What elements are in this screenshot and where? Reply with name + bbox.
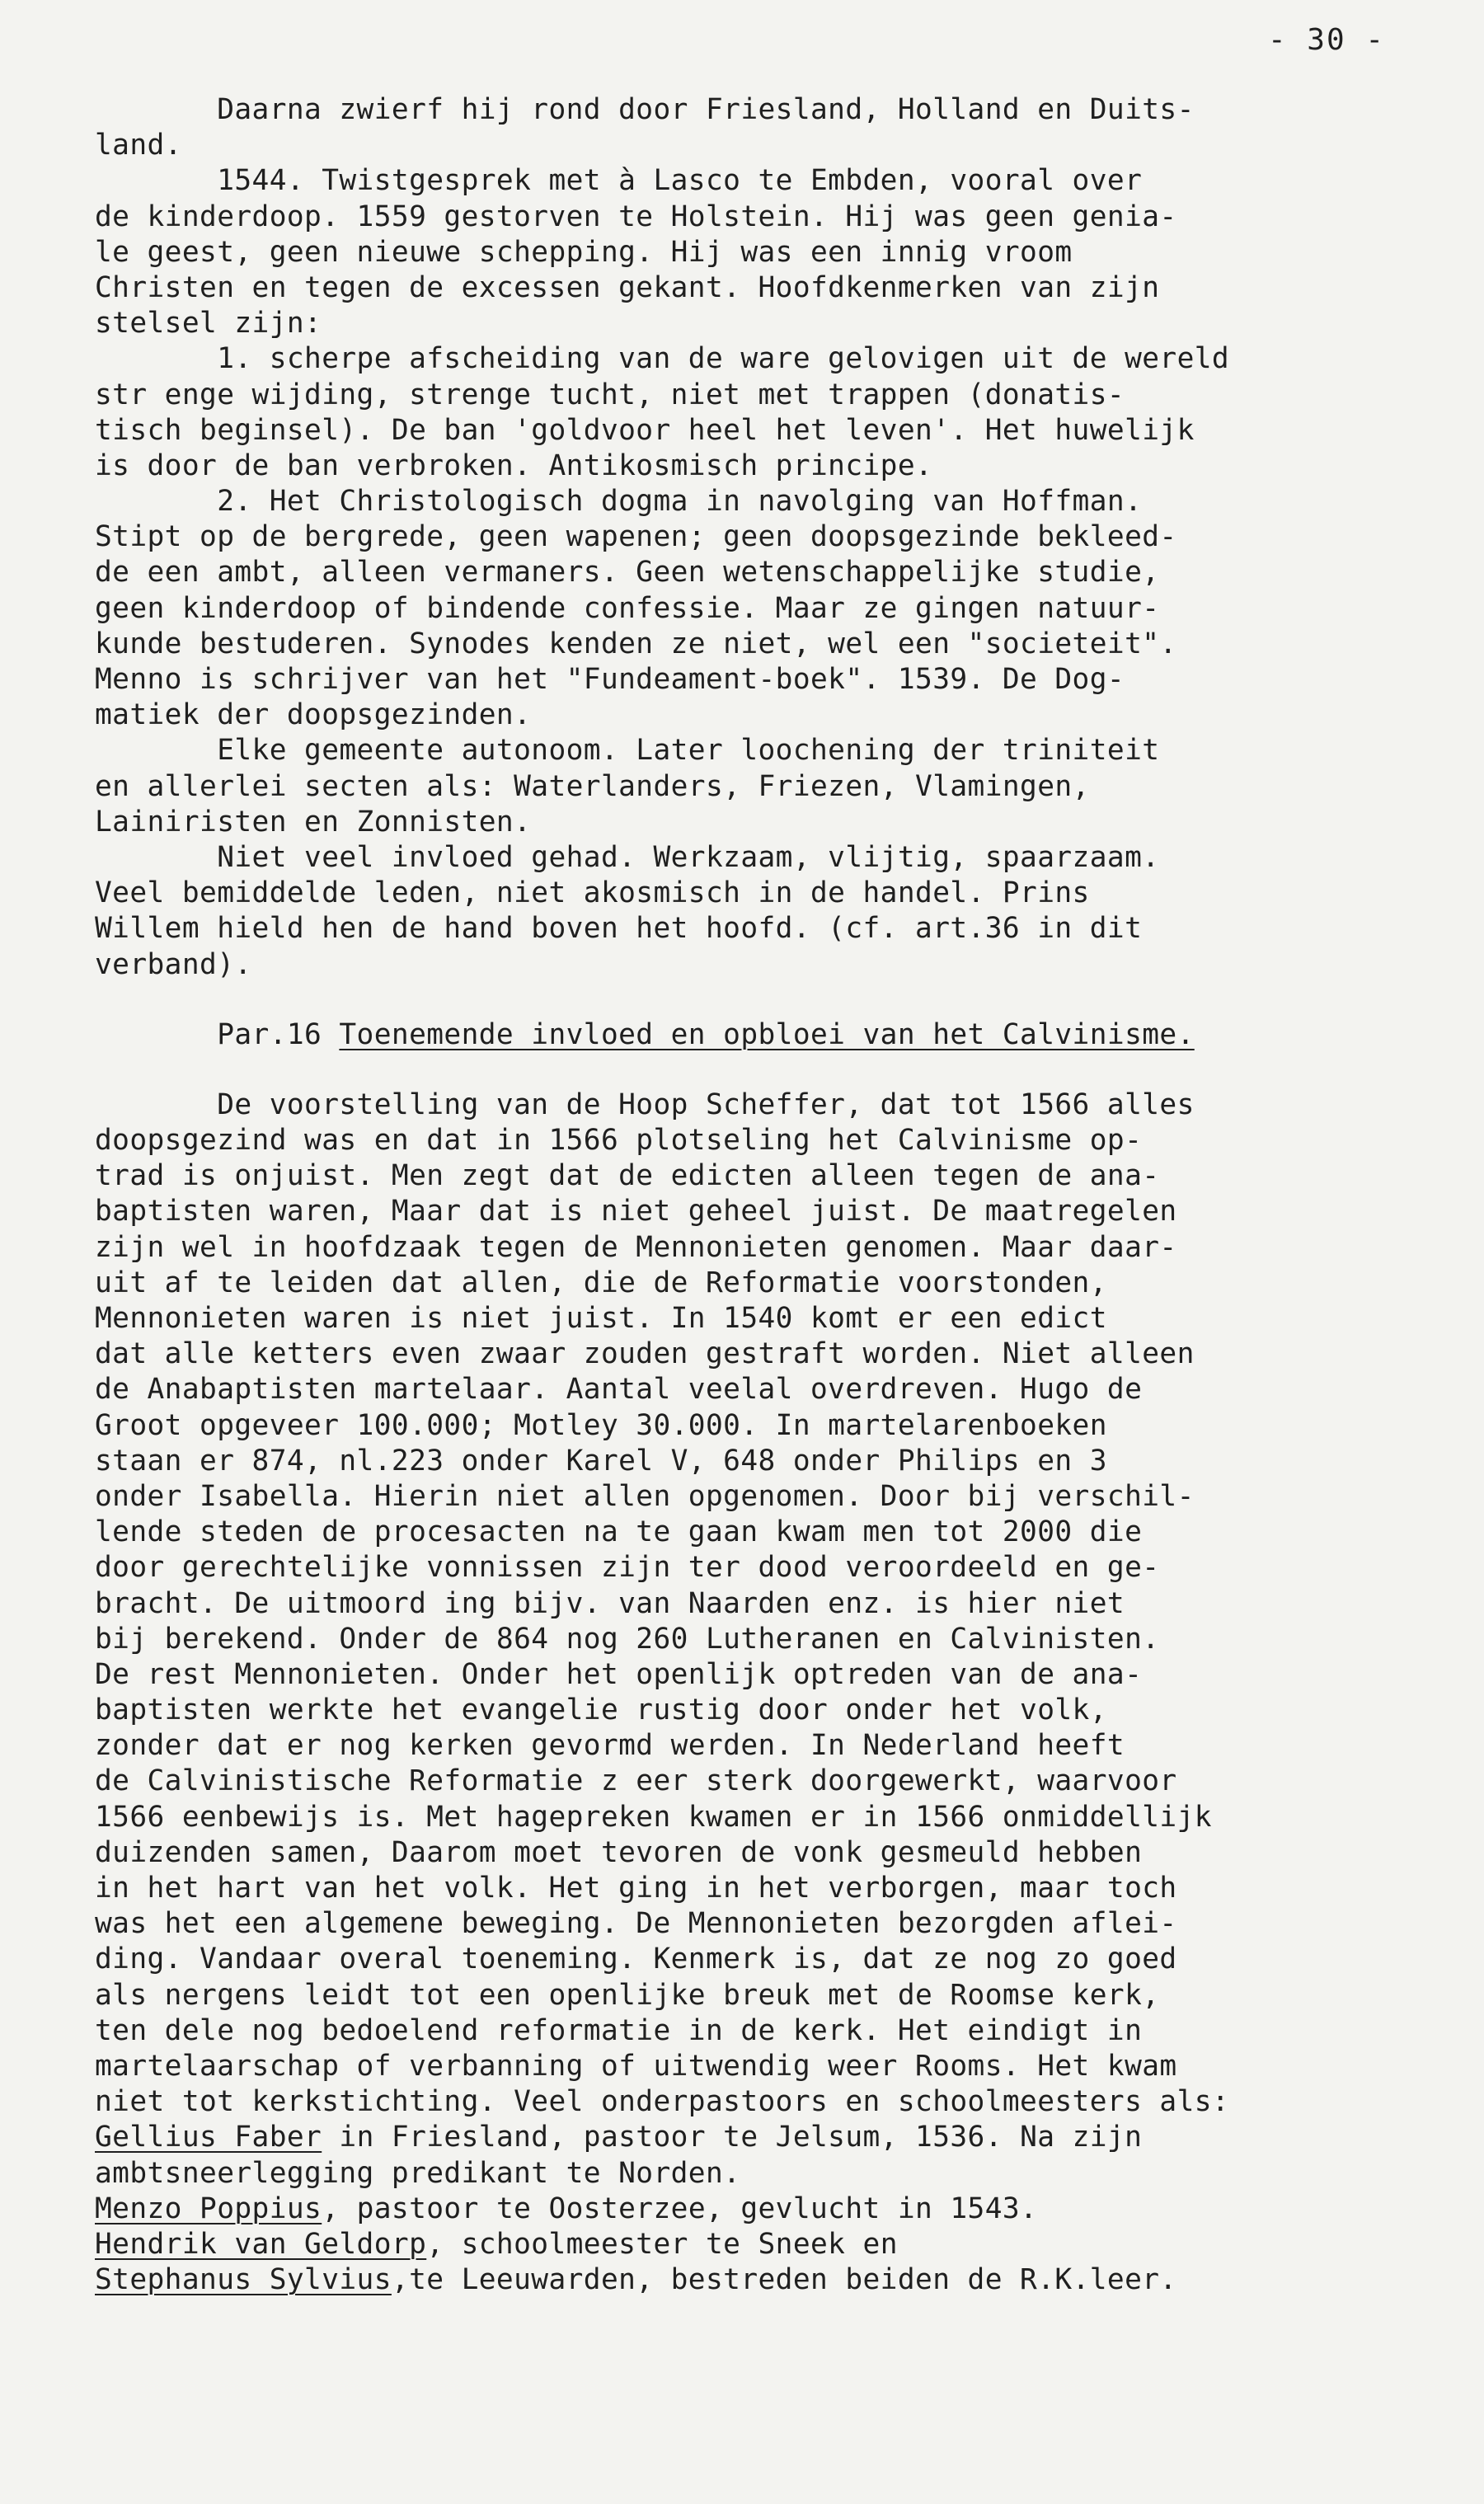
text-line: staan er 874, nl.223 onder Karel V, 648 onder Philips en 3 xyxy=(95,1444,1107,1478)
paragraphs-top xyxy=(95,92,1447,983)
text-line: duizenden samen, Daarom moet tevoren de vonk gesmeuld hebben xyxy=(95,1835,1143,1869)
text-line: Niet veel invloed gehad. Werkzaam, vlijtig, spaarzaam. xyxy=(95,840,1160,874)
text-line: 1. scherpe afscheiding van de ware gelovigen uit de wereld xyxy=(95,342,1230,376)
text-line: lende steden de procesacten na te gaan kwam men tot 2000 die xyxy=(95,1515,1143,1549)
name-gellius-faber: Gellius Faber xyxy=(95,2121,322,2154)
text-line: tisch beginsel). De ban 'goldvoor heel het leven'. Het huwelijk xyxy=(95,413,1195,447)
text-line: De rest Mennonieten. Onder het openlijk optreden van de ana- xyxy=(95,1657,1143,1691)
text-line: zonder dat er nog kerken gevormd werden. In Nederland heeft xyxy=(95,1729,1125,1763)
text-line: geen kinderdoop of bindende confessie. Maar ze gingen natuur- xyxy=(95,591,1160,625)
text-line: door gerechtelijke vonnissen zijn ter dood veroordeeld en ge- xyxy=(95,1551,1160,1585)
text-line: bij berekend. Onder de 864 nog 260 Lutheranen en Calvinisten. xyxy=(95,1622,1160,1656)
page-number: - 30 - xyxy=(1267,23,1385,57)
text-line: was het een algemene beweging. De Mennonieten bezorgden aflei- xyxy=(95,1907,1177,1941)
text-line: de kinderdoop. 1559 gestorven te Holstein. Hij was geen genia- xyxy=(95,200,1177,233)
body-text xyxy=(95,92,1447,2298)
text-line: niet tot kerkstichting. Veel onderpastoors en schoolmeesters als: xyxy=(95,2085,1230,2119)
text-line: Veel bemiddelde leden, niet akosmisch in de handel. Prins xyxy=(95,876,1090,910)
text-line: trad is onjuist. Men zegt dat de edicten alleen tegen de ana- xyxy=(95,1159,1160,1193)
text-line: 2. Het Christologisch dogma in navolging van Hoffman. xyxy=(95,485,1143,519)
text-line: Menno is schrijver van het "Fundeament-boek". 1539. De Dog- xyxy=(95,663,1125,696)
name-stephanus-sylvius: Stephanus Sylvius xyxy=(95,2263,392,2297)
text-line: Lainiristen en Zonnisten. xyxy=(95,805,532,839)
text-line: kunde bestuderen. Synodes kenden ze niet, wel een "societeit". xyxy=(95,627,1177,660)
text-line: de Anabaptisten martelaar. Aantal veelal overdreven. Hugo de xyxy=(95,1373,1143,1407)
section-heading xyxy=(95,1017,1447,1053)
text-line-ambt: ambtsneerlegging predikant te Norden. xyxy=(95,2156,741,2190)
text-line-gellius: Gellius Faber in Friesland, pastoor te Jelsum, 1536. Na zijn xyxy=(95,2121,1143,2154)
text-line: str enge wijding, strenge tucht, niet met trappen (donatis- xyxy=(95,378,1125,411)
text-line: 1544. Twistgesprek met à Lasco te Embden, vooral over xyxy=(95,164,1143,198)
text-line: De voorstelling van de Hoop Scheffer, dat tot 1566 alles xyxy=(95,1088,1195,1121)
text-line: Daarna zwierf hij rond door Friesland, Holland en Duits- xyxy=(95,93,1195,126)
text-line: Mennonieten waren is niet juist. In 1540 komt er een edict xyxy=(95,1302,1107,1335)
text-line: Stipt op de bergrede, geen wapenen; geen doopsgezinde bekleed- xyxy=(95,520,1177,554)
text-line: martelaarschap of verbanning of uitwendig weer Rooms. Het kwam xyxy=(95,2049,1177,2083)
text-line: baptisten waren, Maar dat is niet geheel juist. De maatregelen xyxy=(95,1195,1177,1229)
text-line: uit af te leiden dat allen, die de Reformatie voorstonden, xyxy=(95,1266,1107,1299)
text-line: stelsel zijn: xyxy=(95,307,322,341)
text-line: als nergens leidt tot een openlijke breuk met de Roomse kerk, xyxy=(95,1978,1160,2012)
text-line: bracht. De uitmoord ing bijv. van Naarden enz. is hier niet xyxy=(95,1586,1125,1620)
text-line: ten dele nog bedoelend reformatie in de kerk. Het eindigt in xyxy=(95,2013,1143,2047)
text-line: verband). xyxy=(95,947,252,981)
text-line: matiek der doopsgezinden. xyxy=(95,698,532,732)
text-line: zijn wel in hoofdzaak tegen de Mennonieten genomen. Maar daar- xyxy=(95,1230,1177,1264)
text-line: Groot opgeveer 100.000; Motley 30.000. In martelarenboeken xyxy=(95,1408,1107,1442)
text-line: land. xyxy=(95,129,182,162)
text-line: onder Isabella. Hierin niet allen opgenomen. Door bij verschil- xyxy=(95,1479,1195,1513)
text-line: Elke gemeente autonoom. Later loochening der triniteit xyxy=(95,734,1160,768)
text-line-hendrik: Hendrik van Geldorp, schoolmeester te Sneek en xyxy=(95,2227,898,2261)
text-line: Willem hield hen de hand boven het hoofd. (cf. art.36 in dit xyxy=(95,912,1143,946)
text-line: de Calvinistische Reformatie z eer sterk doorgewerkt, waarvoor xyxy=(95,1764,1177,1798)
name-menzo-poppius: Menzo Poppius xyxy=(95,2192,322,2225)
text-line: in het hart van het volk. Het ging in het verborgen, maar toch xyxy=(95,1872,1177,1905)
section-number: Par.16 xyxy=(95,1017,340,1051)
text-line-stephanus: Stephanus Sylvius,te Leeuwarden, bestreden beiden de R.K.leer. xyxy=(95,2263,1177,2297)
text-line: en allerlei secten als: Waterlanders, Friezen, Vlamingen, xyxy=(95,769,1090,803)
text-line: doopsgezind was en dat in 1566 plotseling het Calvinisme op- xyxy=(95,1124,1143,1158)
text-line: de een ambt, alleen vermaners. Geen wetenschappelijke studie, xyxy=(95,556,1160,590)
text-line: Christen en tegen de excessen gekant. Hoofdkenmerken van zijn xyxy=(95,270,1160,304)
text-line: dat alle ketters even zwaar zouden gestraft worden. Niet alleen xyxy=(95,1337,1195,1371)
text-line-menzo: Menzo Poppius, pastoor te Oosterzee, gevlucht in 1543. xyxy=(95,2192,1038,2225)
section-title: Toenemende invloed en opbloei van het Calvinisme. xyxy=(339,1017,1195,1051)
paragraphs-bottom xyxy=(95,1088,1447,2120)
text-line: is door de ban verbroken. Antikosmisch principe. xyxy=(95,449,933,482)
text-line: le geest, geen nieuwe schepping. Hij was een innig vroom xyxy=(95,235,1073,269)
text-line: ding. Vandaar overal toeneming. Kenmerk is, dat ze nog zo goed xyxy=(95,1943,1177,1976)
name-hendrik-van-geldorp: Hendrik van Geldorp xyxy=(95,2227,427,2261)
text-line: 1566 eenbewijs is. Met hagepreken kwamen er in 1566 onmiddellijk xyxy=(95,1800,1212,1834)
text-line: baptisten werkte het evangelie rustig door onder het volk, xyxy=(95,1694,1107,1727)
